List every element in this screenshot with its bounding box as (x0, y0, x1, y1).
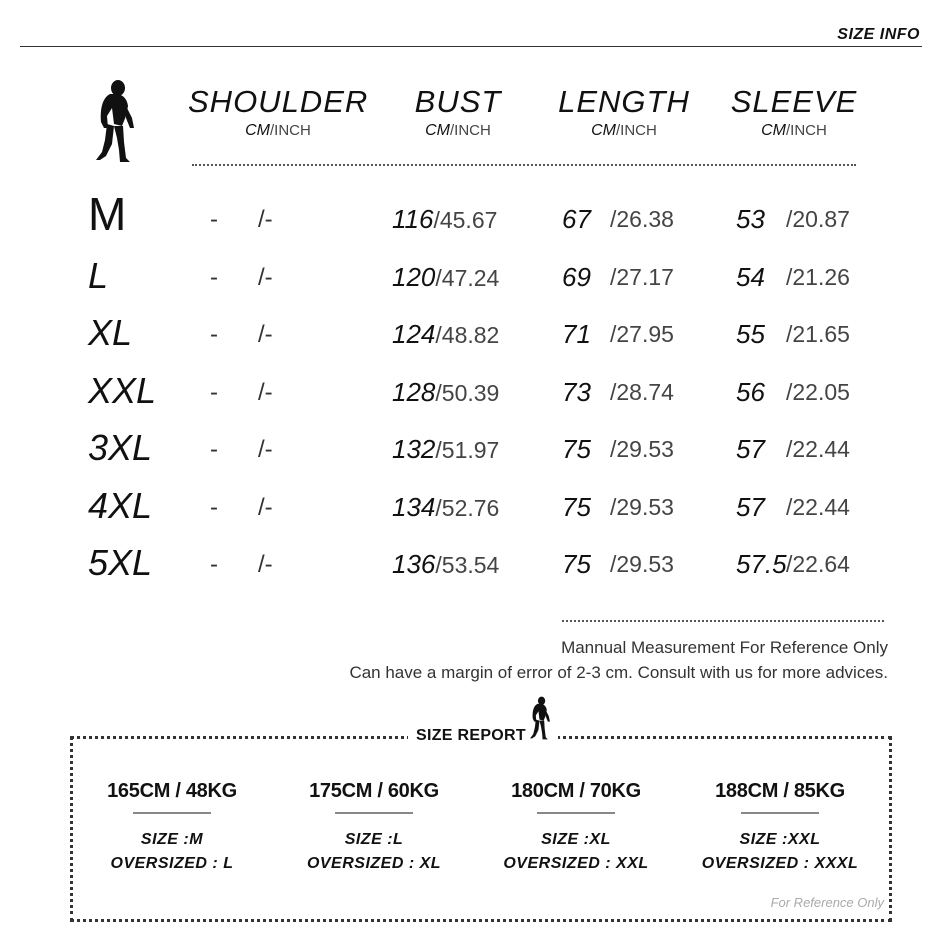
length-value: 75 (562, 492, 591, 522)
column-header-sleeve (728, 84, 860, 142)
shoulder-cm: - (210, 494, 218, 521)
bust-value: 134/52.76 (392, 492, 500, 522)
height-weight: 180CM / 70KG (511, 780, 641, 802)
size-report-title: SIZE REPORT (416, 727, 526, 744)
sleeve-value: 57.5 (736, 549, 787, 579)
footer-divider (562, 620, 884, 622)
length-inch: /27.95 (610, 321, 674, 347)
report-divider (537, 812, 615, 814)
oversized-size: OVERSIZED : XXXL (701, 855, 859, 872)
shoulder-cm: - (210, 321, 218, 348)
header-divider (192, 164, 856, 166)
walking-figure-small-icon (528, 694, 552, 742)
size-label: XXL (88, 370, 157, 411)
length-inch: /26.38 (610, 206, 674, 232)
shoulder-inch: /- (258, 379, 273, 406)
size-label: 4XL (88, 485, 153, 526)
sleeve-inch: /21.26 (786, 264, 850, 290)
size-label: M (88, 188, 127, 240)
recommended-size: SIZE :L (344, 831, 404, 848)
header-title: SIZE INFO (837, 26, 920, 43)
shoulder-cm: - (210, 379, 218, 406)
length-value: 75 (562, 434, 591, 464)
report-divider (335, 812, 413, 814)
length-inch: /29.53 (610, 551, 674, 577)
size-label: 3XL (88, 427, 153, 468)
report-divider (133, 812, 211, 814)
error-margin-note: Can have a margin of error of 2-3 cm. Consult with us for more advices. (349, 663, 888, 682)
height-weight: 175CM / 60KG (309, 780, 439, 802)
column-header-shoulder (188, 84, 368, 142)
length-value: 71 (562, 319, 591, 349)
bust-value: 120/47.24 (392, 262, 500, 292)
length-value: 67 (562, 204, 591, 234)
size-label: XL (88, 312, 133, 353)
shoulder-cm: - (210, 436, 218, 463)
height-weight: 188CM / 85KG (715, 780, 845, 802)
sleeve-inch: /22.05 (786, 379, 850, 405)
measurement-note: Mannual Measurement For Reference Only (561, 638, 888, 657)
length-value: 73 (562, 377, 591, 407)
shoulder-cm: - (210, 206, 218, 233)
height-weight: 165CM / 48KG (107, 780, 237, 802)
size-report-item (476, 780, 676, 876)
shoulder-inch: /- (258, 264, 273, 291)
oversized-size: OVERSIZED : XL (306, 855, 442, 872)
sleeve-value: 54 (736, 262, 765, 292)
length-inch: /29.53 (610, 494, 674, 520)
shoulder-cm: - (210, 551, 218, 578)
column-unit: CM/INCH (245, 122, 311, 139)
length-value: 69 (562, 262, 591, 292)
recommended-size: SIZE :XXL (739, 831, 821, 848)
size-report-item (680, 780, 880, 876)
column-unit: CM/INCH (425, 122, 491, 139)
size-label: L (88, 255, 109, 296)
recommended-size: SIZE :XL (541, 831, 611, 848)
walking-figure-icon (92, 78, 138, 164)
sleeve-value: 53 (736, 204, 765, 234)
shoulder-inch: /- (258, 436, 273, 463)
size-report-item (72, 780, 272, 876)
sleeve-inch: /22.64 (786, 551, 850, 577)
length-inch: /29.53 (610, 436, 674, 462)
sleeve-inch: /22.44 (786, 494, 850, 520)
sleeve-inch: /21.65 (786, 321, 850, 347)
sleeve-inch: /22.44 (786, 436, 850, 462)
column-unit: CM/INCH (591, 122, 657, 139)
shoulder-cm: - (210, 264, 218, 291)
shoulder-inch: /- (258, 206, 273, 233)
length-value: 75 (562, 549, 591, 579)
column-header-length (552, 84, 696, 142)
shoulder-inch: /- (258, 551, 273, 578)
header-rule (20, 46, 922, 47)
bust-value: 132/51.97 (392, 434, 500, 464)
oversized-size: OVERSIZED : XXL (503, 855, 649, 872)
report-divider (741, 812, 819, 814)
recommended-size: SIZE :M (140, 831, 204, 848)
bust-value: 116/45.67 (392, 204, 498, 234)
shoulder-inch: /- (258, 321, 273, 348)
column-unit: CM/INCH (761, 122, 827, 139)
sleeve-value: 55 (736, 319, 765, 349)
size-label: 5XL (88, 542, 153, 583)
column-name: LENGTH (558, 84, 690, 119)
sleeve-value: 57 (736, 434, 765, 464)
sleeve-value: 57 (736, 492, 765, 522)
column-header-bust (398, 84, 518, 142)
oversized-size: OVERSIZED : L (110, 855, 234, 872)
column-name: SLEEVE (730, 84, 858, 119)
bust-value: 136/53.54 (392, 549, 500, 579)
length-inch: /28.74 (610, 379, 674, 405)
sleeve-value: 56 (736, 377, 765, 407)
reference-footnote: For Reference Only (770, 895, 884, 910)
sleeve-inch: /20.87 (786, 206, 850, 232)
column-name: SHOULDER (188, 84, 369, 119)
size-report-item (274, 780, 474, 876)
bust-value: 128/50.39 (392, 377, 500, 407)
length-inch: /27.17 (610, 264, 674, 290)
column-name: BUST (414, 84, 502, 119)
bust-value: 124/48.82 (392, 319, 500, 349)
shoulder-inch: /- (258, 494, 273, 521)
